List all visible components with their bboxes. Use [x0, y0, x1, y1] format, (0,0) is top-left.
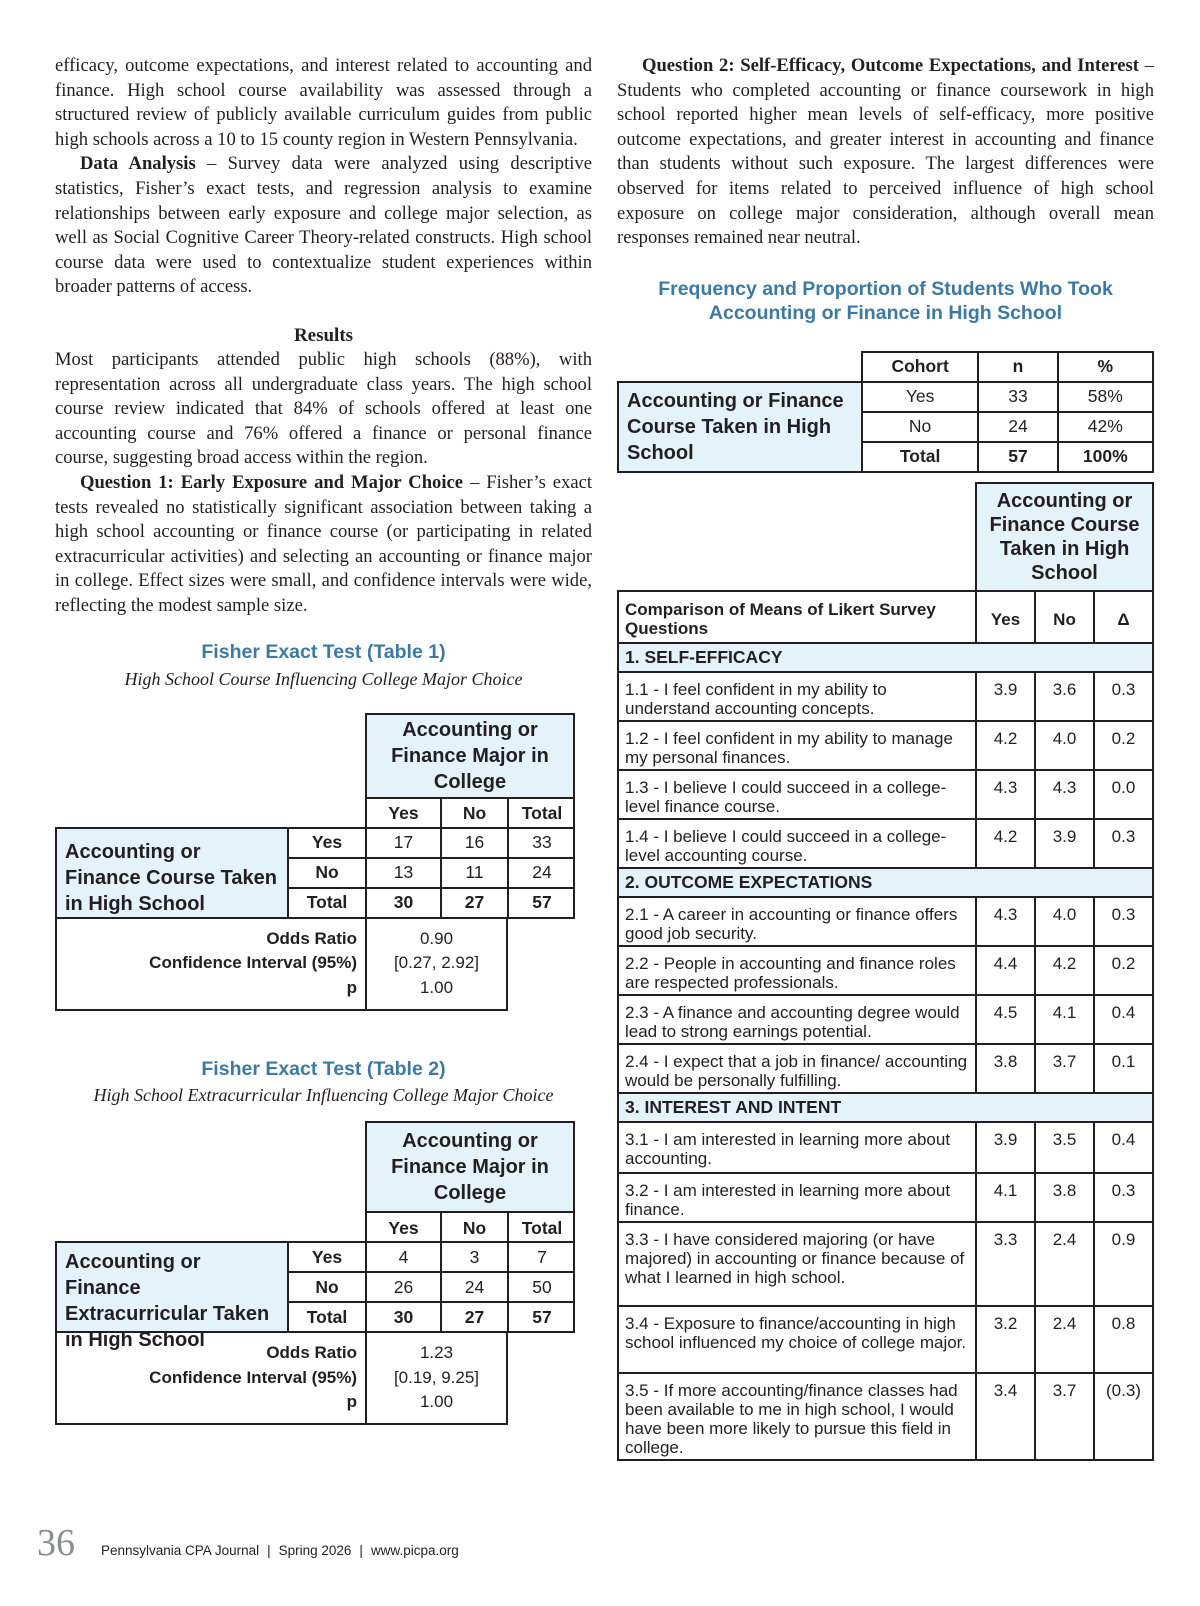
no-mean-cell: 3.7	[1035, 1044, 1094, 1093]
table1-stat-labels	[55, 927, 357, 1001]
yes-mean-cell: 3.2	[976, 1306, 1035, 1373]
col-label: Yes	[388, 1217, 419, 1238]
no-mean-cell: 2.4	[1035, 1306, 1094, 1373]
table-cell: 57	[532, 892, 552, 913]
table1-title: Fisher Exact Test (Table 1)	[201, 641, 446, 664]
col-label: Cohort	[862, 352, 978, 382]
stat-value: 1.00	[419, 977, 454, 997]
body-paragraph: efficacy, outcome expectations, and interest related to accounting and finance. High school course availability was assessed through a structured review of publicly available curriculum guides from public high schools across a 10 to 15 county region in Western Pennsylvania.	[55, 55, 592, 150]
stat-label: Confidence Interval (95%)	[149, 953, 357, 973]
table1-col-header: Accounting or Finance Major in College	[365, 713, 575, 799]
table-cell: 30	[393, 1306, 414, 1327]
table-cell: 3	[469, 1246, 480, 1267]
table-cell: 16	[464, 832, 485, 853]
question-cell: 1.2 - I feel confident in my ability to manage my personal finances.	[618, 721, 976, 770]
delta-cell: 0.3	[1094, 819, 1153, 868]
likert-body	[618, 643, 1153, 1460]
blank-cell	[618, 352, 862, 382]
question-cell: 2.2 - People in accounting and finance roles are respected professionals.	[618, 946, 976, 995]
table1-stat-values	[367, 927, 506, 1001]
table-cell: 27	[464, 892, 485, 913]
table-row	[618, 946, 1153, 995]
results-paragraph: Most participants attended public high schools (88%), with representation across all undergraduate class years. The high school course review indicated that 84% of schools offered at least one accounting course and 76% offered a finance or personal finance course, suggesting broad access within the region.	[55, 348, 592, 469]
no-mean-cell: 3.6	[1035, 672, 1094, 721]
table-cell: 33	[532, 832, 552, 853]
section-header: 3. INTEREST AND INTENT	[618, 1093, 1153, 1122]
delta-cell: 0.3	[1094, 672, 1153, 721]
table2-stat-values	[367, 1341, 506, 1415]
separator: |	[359, 1543, 363, 1558]
yes-mean-cell: 4.3	[976, 897, 1035, 946]
table2-stat-labels	[55, 1341, 357, 1415]
table-row	[618, 483, 1153, 591]
no-mean-cell: 3.8	[1035, 1173, 1094, 1222]
row-label: Total	[862, 442, 978, 472]
table-cell: 27	[464, 1306, 485, 1327]
cohort-table	[617, 351, 1154, 473]
delta-cell: 0.2	[1094, 721, 1153, 770]
no-mean-cell: 3.9	[1035, 819, 1094, 868]
stat-label: Odds Ratio	[266, 928, 357, 948]
question1-paragraph	[55, 471, 592, 619]
table-row	[618, 770, 1153, 819]
col-label: Yes	[388, 803, 419, 824]
frequency-table-title: Frequency and Proportion of Students Who Took Accounting or Finance in High School	[658, 277, 1113, 325]
table-cell: 50	[532, 1276, 552, 1297]
delta-cell: 0.4	[1094, 1122, 1153, 1173]
question-cell: 3.2 - I am interested in learning more about finance.	[618, 1173, 976, 1222]
table-row	[618, 819, 1153, 868]
table2-col-header: Accounting or Finance Major in College	[365, 1121, 575, 1213]
delta-cell: 0.2	[1094, 946, 1153, 995]
delta-cell: 0.1	[1094, 1044, 1153, 1093]
no-mean-cell: 4.0	[1035, 721, 1094, 770]
section-row	[618, 868, 1153, 897]
results-heading: Results	[293, 324, 354, 346]
section-header: 1. SELF-EFFICACY	[618, 643, 1153, 672]
table-row	[618, 1122, 1153, 1173]
delta-cell: 0.8	[1094, 1306, 1153, 1373]
col-label: No	[1035, 591, 1094, 643]
table-cell: 24	[532, 862, 552, 883]
cohort-row-header: Accounting or Finance Course Taken in High School	[618, 382, 862, 472]
stat-label: p	[346, 1392, 357, 1412]
stat-label: p	[346, 977, 357, 997]
question-cell: 3.1 - I am interested in learning more about accounting.	[618, 1122, 976, 1173]
row-label: Yes	[311, 1246, 343, 1267]
yes-mean-cell: 4.2	[976, 819, 1035, 868]
question-cell: 2.3 - A finance and accounting degree would lead to strong earnings potential.	[618, 995, 976, 1044]
table-cell: 24	[978, 412, 1057, 442]
col-label: Δ	[1094, 591, 1153, 643]
table-cell: 30	[393, 892, 414, 913]
no-mean-cell: 3.7	[1035, 1373, 1094, 1460]
col-label: Total	[521, 1217, 563, 1238]
table-cell: 11	[465, 862, 484, 883]
paragraph-lead: Data Analysis	[80, 153, 196, 175]
paragraph-body: – Fisher’s exact tests revealed no statistically significant association between taking a high school accounting or finance course (or participating in related extracurricular activities) and selecting an accounting or finance major in college. Effect sizes were small, and confidence intervals were wide, reflecting the modest sample size.	[55, 471, 592, 616]
stat-value: [0.19, 9.25]	[393, 1367, 480, 1387]
journal-name: Pennsylvania CPA Journal	[101, 1543, 260, 1558]
blank-cell	[618, 483, 976, 591]
table2-row-header: Accounting or Finance Extracurricular Taken in High School	[55, 1241, 289, 1333]
stat-label: Confidence Interval (95%)	[149, 1367, 357, 1387]
stat-value: 0.90	[419, 928, 454, 948]
table-cell: 57	[532, 1306, 552, 1327]
yes-mean-cell: 3.9	[976, 1122, 1035, 1173]
row-label: No	[862, 412, 978, 442]
delta-cell: 0.9	[1094, 1222, 1153, 1306]
table1-row-header: Accounting or Finance Course Taken in High School	[55, 827, 289, 919]
likert-question-header: Comparison of Means of Likert Survey Questions	[618, 591, 976, 643]
row-label: Yes	[311, 832, 343, 853]
table1-subtitle: High School Course Influencing College Major Choice	[124, 668, 523, 689]
delta-cell: 0.3	[1094, 897, 1153, 946]
yes-mean-cell: 3.9	[976, 672, 1035, 721]
col-label: No	[462, 1217, 487, 1238]
question-cell: 1.3 - I believe I could succeed in a college-level finance course.	[618, 770, 976, 819]
paragraph-lead: Question 2: Self-Efficacy, Outcome Expectations, and Interest	[642, 55, 1139, 76]
question-cell: 3.4 - Exposure to finance/accounting in high school influenced my choice of college major.	[618, 1306, 976, 1373]
table2-caption	[55, 1057, 592, 1108]
table-cell: 7	[537, 1246, 547, 1267]
yes-mean-cell: 3.3	[976, 1222, 1035, 1306]
no-mean-cell: 4.2	[1035, 946, 1094, 995]
paragraph-body: – Students who completed accounting or finance coursework in high school reported higher mean levels of self-efficacy, more positive outcome expectations, and greater interest in accounting and finance than students without such exposure. The largest differences were observed for items related to perceived influence of high school exposure on college major consideration, although overall mean responses remained near neutral.	[617, 55, 1154, 249]
likert-group-header: Accounting or Finance Course Taken in High School	[976, 483, 1153, 591]
table-row	[618, 897, 1153, 946]
paragraph-lead: Question 1: Early Exposure and Major Choice	[80, 471, 464, 493]
no-mean-cell: 3.5	[1035, 1122, 1094, 1173]
table1-caption	[55, 640, 592, 691]
stat-label: Odds Ratio	[266, 1343, 357, 1363]
row-label: Yes	[862, 382, 978, 412]
question-cell: 3.5 - If more accounting/finance classes had been available to me in high school, I would have been more likely to pursue this field in college.	[618, 1373, 976, 1460]
no-mean-cell: 4.0	[1035, 897, 1094, 946]
no-mean-cell: 2.4	[1035, 1222, 1094, 1306]
question-cell: 2.4 - I expect that a job in finance/ accounting would be personally fulfilling.	[618, 1044, 976, 1093]
table-cell: 4	[398, 1246, 409, 1267]
table-row	[618, 721, 1153, 770]
stat-value: [0.27, 2.92]	[393, 953, 480, 973]
question2-paragraph	[617, 54, 1154, 251]
table-cell: 42%	[1058, 412, 1153, 442]
section-header: 2. OUTCOME EXPECTATIONS	[618, 868, 1153, 897]
question-cell: 3.3 - I have considered majoring (or have majored) in accounting or finance because of what I learned in high school.	[618, 1222, 976, 1306]
delta-cell: 0.4	[1094, 995, 1153, 1044]
left-column	[55, 54, 592, 1431]
delta-cell: 0.0	[1094, 770, 1153, 819]
col-label: n	[978, 352, 1057, 382]
section-row	[618, 1093, 1153, 1122]
table-cell: 24	[464, 1276, 485, 1297]
likert-table	[617, 482, 1154, 1461]
separator: |	[267, 1543, 271, 1558]
table-cell: 100%	[1058, 442, 1153, 472]
right-column	[617, 54, 1154, 1461]
table-row	[618, 382, 1153, 412]
no-mean-cell: 4.1	[1035, 995, 1094, 1044]
yes-mean-cell: 4.3	[976, 770, 1035, 819]
table-row	[618, 591, 1153, 643]
row-label: Total	[306, 892, 348, 913]
stat-value: 1.23	[419, 1343, 454, 1363]
paragraph-body: – Survey data were analyzed using descriptive statistics, Fisher’s exact tests, and regression analysis to examine relationships between early exposure and college major selection, as well as Social Cognitive Career Theory-related constructs. High school course data were used to contextualize student experiences within broader patterns of access.	[55, 153, 592, 298]
col-label: Total	[521, 803, 563, 824]
delta-cell: (0.3)	[1094, 1373, 1153, 1460]
question-cell: 1.1 - I feel confident in my ability to understand accounting concepts.	[618, 672, 976, 721]
website-link[interactable]: www.picpa.org	[370, 1543, 459, 1558]
issue-label: Spring 2026	[278, 1543, 352, 1558]
row-label: No	[315, 862, 339, 883]
yes-mean-cell: 4.2	[976, 721, 1035, 770]
table-row	[618, 352, 1153, 382]
section-row	[618, 643, 1153, 672]
delta-cell: 0.3	[1094, 1173, 1153, 1222]
col-label: No	[462, 803, 487, 824]
table2-title: Fisher Exact Test (Table 2)	[201, 1057, 446, 1080]
page-footer	[37, 1521, 459, 1565]
col-label: Yes	[976, 591, 1035, 643]
table2	[55, 1121, 592, 1431]
table-cell: 57	[978, 442, 1057, 472]
row-label: No	[315, 1276, 339, 1297]
yes-mean-cell: 3.4	[976, 1373, 1035, 1460]
table1	[55, 713, 592, 1023]
table-row	[618, 995, 1153, 1044]
table-cell: 33	[978, 382, 1057, 412]
yes-mean-cell: 4.1	[976, 1173, 1035, 1222]
table-row	[618, 672, 1153, 721]
table-cell: 58%	[1058, 382, 1153, 412]
data-analysis-paragraph	[55, 152, 592, 300]
page-number: 36	[37, 1522, 75, 1564]
table-row	[618, 1306, 1153, 1373]
table-row	[618, 1044, 1153, 1093]
question-cell: 2.1 - A career in accounting or finance offers good job security.	[618, 897, 976, 946]
footer-text	[101, 1543, 459, 1558]
table-cell: 17	[393, 832, 414, 853]
table-cell: 26	[393, 1276, 414, 1297]
row-label: Total	[306, 1306, 348, 1327]
table-row	[618, 1222, 1153, 1306]
table-cell: 13	[393, 862, 414, 883]
table-row	[618, 1173, 1153, 1222]
table-row	[618, 1373, 1153, 1460]
col-label: %	[1058, 352, 1153, 382]
question-cell: 1.4 - I believe I could succeed in a college-level accounting course.	[618, 819, 976, 868]
stat-value: 1.00	[419, 1392, 454, 1412]
yes-mean-cell: 3.8	[976, 1044, 1035, 1093]
no-mean-cell: 4.3	[1035, 770, 1094, 819]
table2-subtitle: High School Extracurricular Influencing College Major Choice	[93, 1085, 554, 1106]
yes-mean-cell: 4.5	[976, 995, 1035, 1044]
yes-mean-cell: 4.4	[976, 946, 1035, 995]
